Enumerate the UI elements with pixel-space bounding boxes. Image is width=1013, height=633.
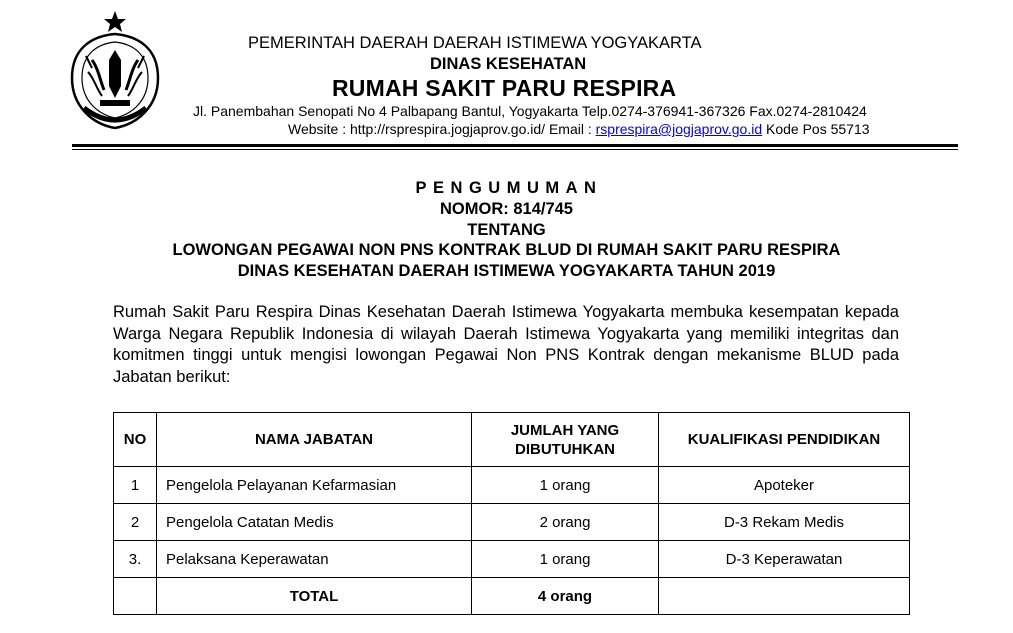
government-emblem-icon — [62, 8, 168, 134]
cell-nama: Pelaksana Keperawatan — [157, 541, 472, 578]
total-value: 4 orang — [472, 578, 659, 615]
announcement-title: PENGUMUMAN — [415, 179, 603, 197]
header-hospital-name: RUMAH SAKIT PARU RESPIRA — [332, 75, 677, 101]
announcement-heading — [0, 178, 1013, 282]
table-row — [114, 467, 910, 504]
header-no: NO — [114, 413, 157, 467]
cell-kualifikasi: D-3 Rekam Medis — [659, 504, 910, 541]
announcement-about: TENTANG — [467, 220, 546, 239]
announcement-subject-line2: DINAS KESEHATAN DAERAH ISTIMEWA YOGYAKARTA TAHUN 2019 — [237, 262, 776, 281]
cell-no: 3. — [114, 541, 157, 578]
header-divider-thin — [72, 149, 958, 150]
table-row — [114, 504, 910, 541]
cell-kualifikasi: Apoteker — [659, 467, 910, 504]
header-jumlah-line2: DIBUTUHKAN — [515, 440, 615, 458]
cell-no: 2 — [114, 504, 157, 541]
postal-code-text: Kode Pos 55713 — [762, 121, 870, 137]
cell-nama: Pengelola Pelayanan Kefarmasian — [157, 467, 472, 504]
cell-jumlah: 1 orang — [472, 541, 659, 578]
header-jumlah — [472, 413, 659, 467]
website-text: Website : http://rsprespira.jogjaprov.go.id/ Email : — [288, 121, 596, 137]
header-kualifikasi: KUALIFIKASI PENDIDIKAN — [659, 413, 910, 467]
cell-kualifikasi: D-3 Keperawatan — [659, 541, 910, 578]
header-address: Jl. Panembahan Senopati No 4 Palbapang Bantul, Yogyakarta Telp.0274-376941-367326 Fax.0274-2810424 — [193, 103, 867, 119]
header-contact — [288, 121, 870, 137]
cell-no: 1 — [114, 467, 157, 504]
header-divider-thick — [72, 144, 958, 147]
positions-table — [113, 412, 910, 615]
header-government: PEMERINTAH DAERAH DAERAH ISTIMEWA YOGYAKARTA — [248, 34, 702, 52]
announcement-subject-line1: LOWONGAN PEGAWAI NON PNS KONTRAK BLUD DI RUMAH SAKIT PARU RESPIRA — [172, 241, 841, 260]
header-nama-jabatan: NAMA JABATAN — [157, 413, 472, 467]
cell-empty — [659, 578, 910, 615]
header-jumlah-line1: JUMLAH YANG — [510, 421, 620, 439]
email-link[interactable]: rsprespira@jogjaprov.go.id — [595, 121, 763, 137]
table-row — [114, 541, 910, 578]
table-header-row — [114, 413, 910, 467]
header-department: DINAS KESEHATAN — [430, 55, 587, 73]
announcement-number: NOMOR: 814/745 — [440, 199, 573, 218]
total-label: TOTAL — [157, 578, 472, 615]
body-paragraph: Rumah Sakit Paru Respira Dinas Kesehatan Daerah Istimewa Yogyakarta membuka kesempatan kepada Warga Negara Republik Indonesia di wilayah Daerah Istimewa Yogyakarta yang memiliki integritas dan komitmen tinggi untuk mengisi lowongan Pegawai Non PNS Kontrak dengan mekanisme BLUD pada Jabatan berikut: — [113, 303, 899, 386]
table-total-row — [114, 578, 910, 615]
cell-nama: Pengelola Catatan Medis — [157, 504, 472, 541]
cell-empty — [114, 578, 157, 615]
cell-jumlah: 2 orang — [472, 504, 659, 541]
cell-jumlah: 1 orang — [472, 467, 659, 504]
